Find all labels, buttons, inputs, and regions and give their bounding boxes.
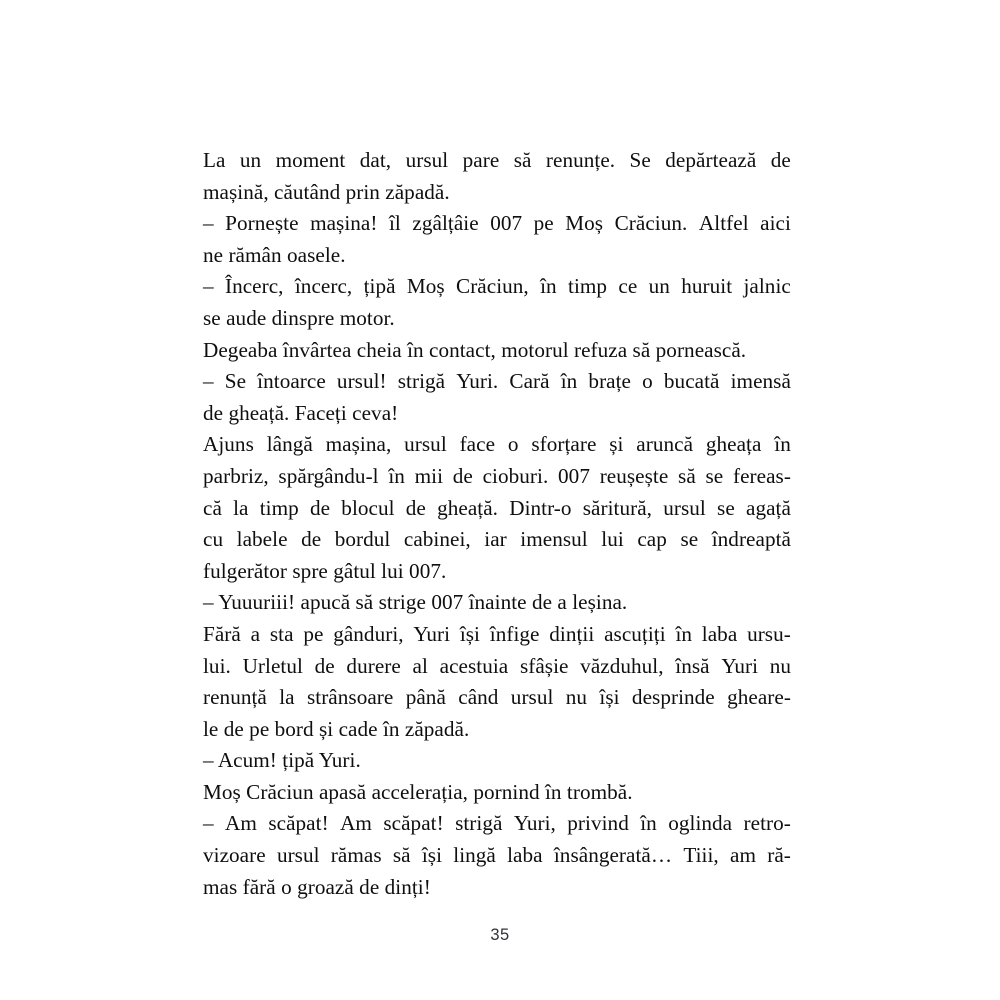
paragraph bbox=[203, 366, 791, 429]
text-line: La un moment dat, ursul pare să renunțe. Se depărtează de bbox=[203, 148, 791, 172]
text-line: lui. Urletul de durere al acestuia sfâșie văzduhul, însă Yuri nu bbox=[203, 653, 791, 678]
text-line: se aude dinspre motor. bbox=[203, 305, 395, 330]
text-line: Fără a sta pe gânduri, Yuri își înfige dinții ascuțiți în laba ursu- bbox=[203, 621, 791, 646]
paragraph bbox=[203, 777, 791, 809]
text-line: renunță la strânsoare până când ursul nu își desprinde gheare- bbox=[203, 685, 791, 710]
paragraph bbox=[203, 429, 791, 587]
text-line: cu labele de bordul cabinei, iar imensul lui cap se îndreaptă bbox=[203, 527, 791, 552]
text-line: – Se întoarce ursul! strigă Yuri. Cară în brațe o bucată imensă bbox=[203, 369, 791, 394]
paragraph bbox=[203, 808, 791, 903]
text-line: – Yuuuriii! apucă să strige 007 înainte de a leșina. bbox=[203, 590, 628, 615]
paragraph bbox=[203, 619, 791, 745]
text-line: fulgerător spre gâtul lui 007. bbox=[203, 558, 447, 583]
paragraph bbox=[203, 208, 791, 271]
text-line: parbriz, spărgându-l în mii de cioburi. 007 reușește să se fereas- bbox=[203, 463, 791, 488]
text-line: Ajuns lângă mașina, ursul face o sforțare și aruncă gheața în bbox=[203, 432, 791, 457]
text-line: le de pe bord și cade în zăpadă. bbox=[203, 716, 470, 741]
text-line: mas fără o groază de dinți! bbox=[203, 874, 431, 899]
text-line: Degeaba învârtea cheia în contact, motorul refuza să pornească. bbox=[203, 337, 747, 362]
paragraph bbox=[203, 271, 791, 334]
text-line: vizoare ursul rămas să își lingă laba însângerată… Tiii, am ră- bbox=[203, 843, 791, 868]
text-line: – Pornește mașina! îl zgâlțâie 007 pe Moș Crăciun. Altfel aici bbox=[203, 211, 791, 236]
text-line: – Încerc, încerc, țipă Moș Crăciun, în timp ce un huruit jalnic bbox=[203, 274, 791, 299]
paragraph bbox=[203, 145, 791, 208]
page-number: 35 bbox=[490, 926, 510, 944]
page-footer bbox=[0, 925, 1000, 945]
text-line: de gheață. Faceți ceva! bbox=[203, 400, 399, 425]
text-line: – Am scăpat! Am scăpat! strigă Yuri, privind în oglinda retro- bbox=[203, 811, 791, 836]
text-line: ne rămân oasele. bbox=[203, 242, 346, 267]
text-line: că la timp de blocul de gheață. Dintr-o săritură, ursul se agață bbox=[203, 495, 791, 520]
paragraph bbox=[203, 335, 791, 367]
paragraph bbox=[203, 745, 791, 777]
text-line: mașină, căutând prin zăpadă. bbox=[203, 179, 450, 204]
text-line: – Acum! țipă Yuri. bbox=[203, 748, 361, 773]
paragraph bbox=[203, 587, 791, 619]
text-line: Moș Crăciun apasă accelerația, pornind în trombă. bbox=[203, 779, 633, 804]
page-text-body bbox=[203, 145, 791, 903]
